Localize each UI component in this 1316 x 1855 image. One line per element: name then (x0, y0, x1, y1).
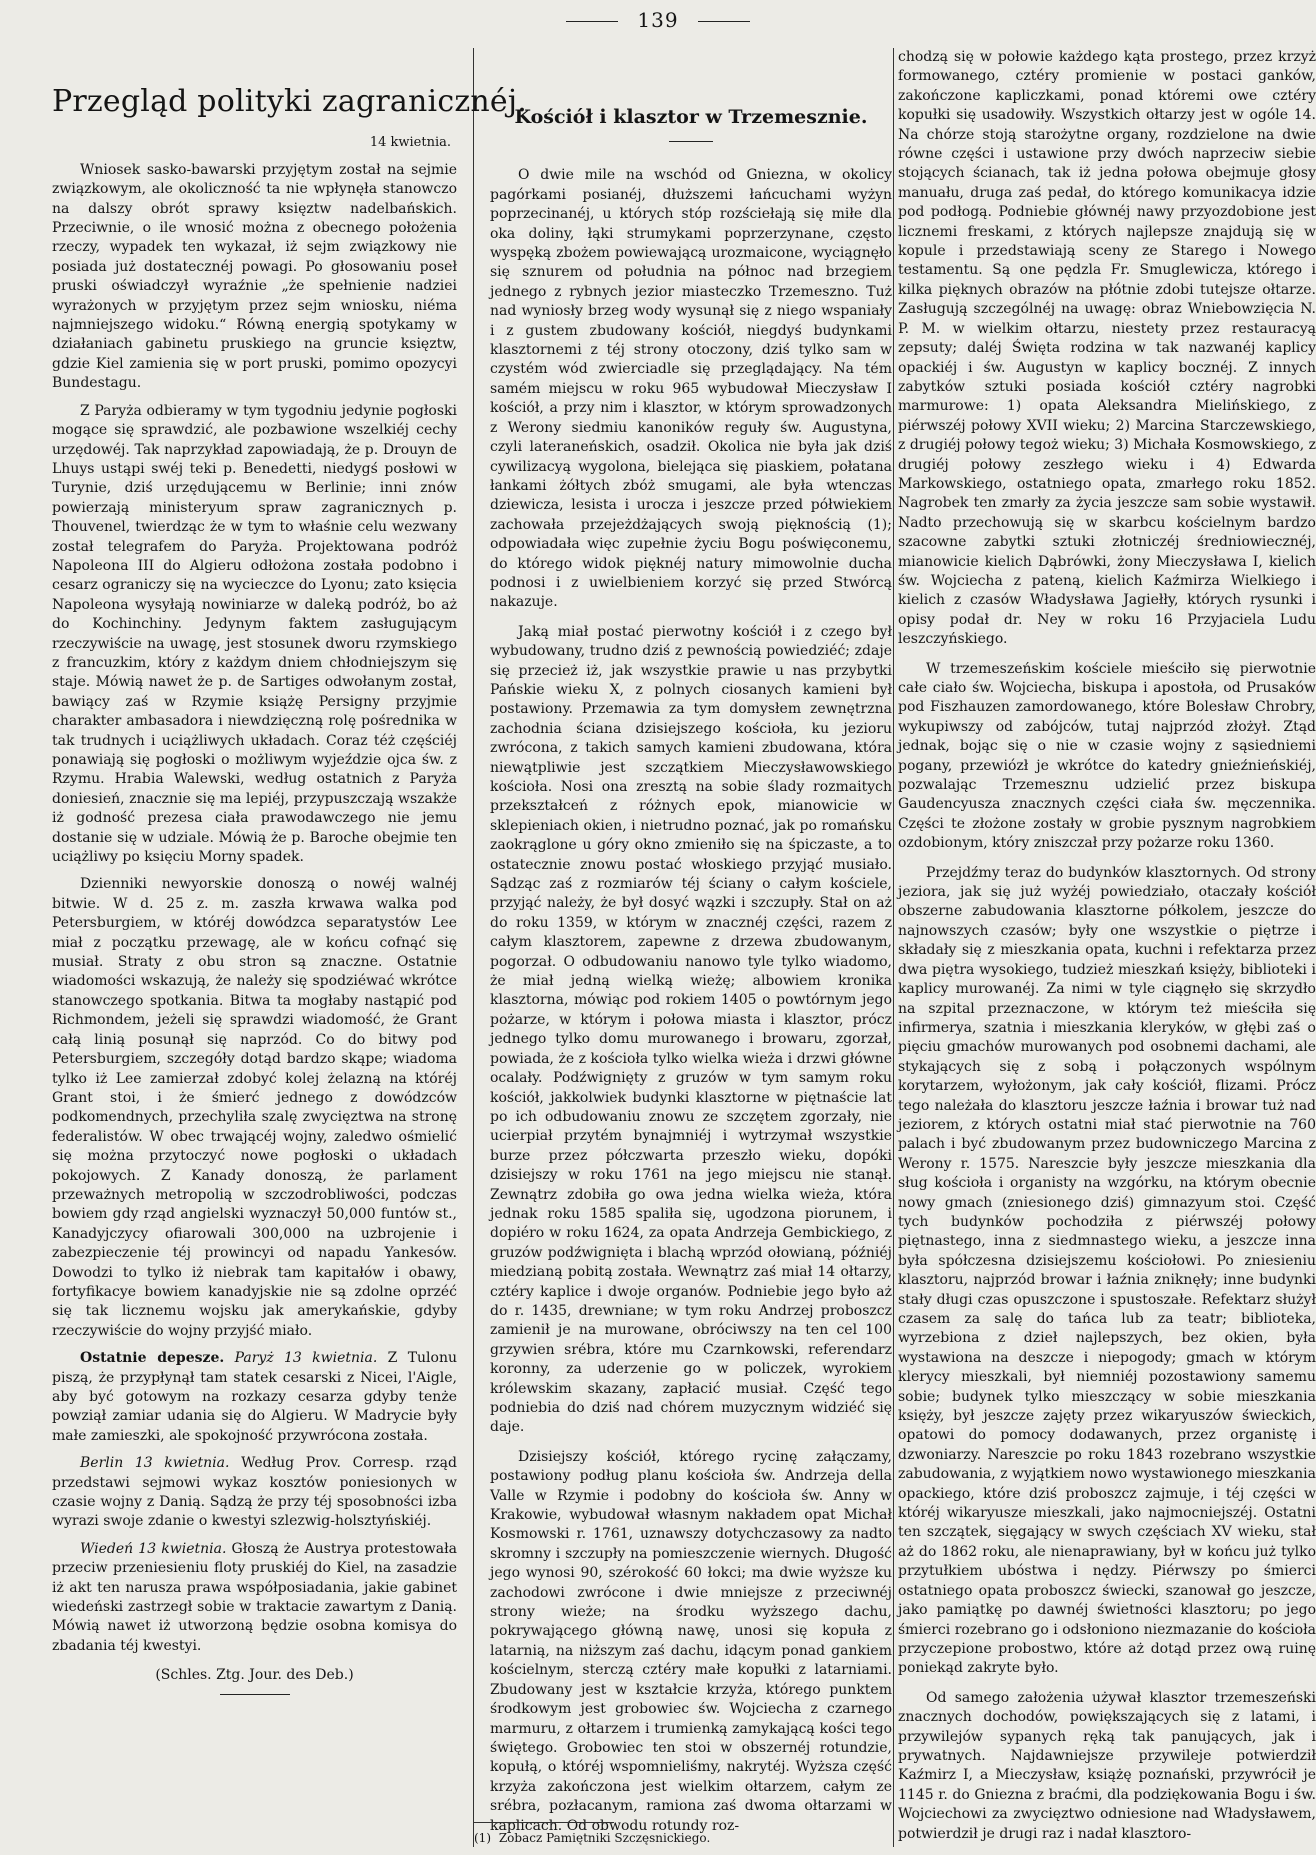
dispatch-place: Berlin 13 kwietnia. (80, 1455, 230, 1472)
footnote-rule (474, 1822, 614, 1823)
church-continued-paragraph: W trzemeszeńskim kościele mieściło się pierwotnie całe ciało św. Wojciecha, biskupa i apostoła, od Prusaków pod Fiszhauzen zamordowanego, które Bolesław Chrobry, wykupiwszy od zabójców, tutaj najprzód złożył. Ztąd jednak, bojąc się o nie w czasie wojny z sąsiedniemi pogany, przewiózł je wkrótce do katedry gnieźnieńskiéj, pozwalając Trzemesznu udzielić przez biskupa Gaudencyusza znacznych części ciała św. męczennika. Części te złożone zostały w grobie pysznym nagrobkiem ozdobionym, który zniszczał przy pożarze roku 1360. (898, 660, 1316, 852)
page-number-header (0, 8, 1316, 32)
dispatch-vienna (52, 1540, 457, 1656)
page-number-dash-right (698, 21, 750, 22)
title-rule (669, 141, 713, 142)
church-paragraph: Dzisiejszy kościół, którego rycinę załączamy, postawiony podług planu kościoła św. Andrzeja della Valle w Rzymie i podobny do kościoła św. Anny w Krakowie, wybudował własnym nakładem opat Michał Kosmowski r. 1761, uznawszy dotychczasowy za nadto skromny i szczupły na pomieszczenie wiernych. Długość jego wynosi 90, szérokość 60 łokci; ma dwie wyższe ku zachodowi zwrócone i dwie mniejsze z przeciwnéj strony wieże; na środku wyższego dachu, pokrywającego główną nawę, unosi się kopuła z latarnią, na niższym zaś dachu, idącym ponad gankiem kościelnym, sterczą cztéry małe kopułki z latarniami. Zbudowany jest w kształcie krzyża, którego punktem środkowym jest grobowiec św. Wojciecha z czarnego marmuru, z ołtarzem i trumienką zamykającą kości tego świętego. Grobowiec ten stoi w obszernéj rotundzie, kopułą, o któréj wspomnieliśmy, nakrytéj. Wyższa część krzyża zakończona jest wielkim ołtarzem, całym ze srébra, pozłacanym, ramiona zaś dwoma ołtarzami w kaplicach. Od obwodu rotundy roz- (490, 1448, 892, 1834)
church-continued-paragraph: chodzą się w połowie każdego kąta prostego, przez krzyż formowanego, cztéry promienie w postaci ganków, zakończone kapliczkami, ponad któremi owe cztéry kopułki się usadowiły. Wszystkich ołtarzy jest w ogóle 14. Na chórze stoją starożytne organy, rozdzielone na dwie równe części i ustawione przy dwóch naprzeciw siebie stojących ścianach, tak iż jedna połowa obejmuje głosy manuału, druga zaś pedał, do którego komunikacya idzie pod podłogą. Podniebie głównéj nawy przyozdobione jest licznemi freskami, z których najlepsze znajdują się w kopule i przedstawiają sceny ze Starego i Nowego testamentu. Są one pędzla Fr. Smuglewicza, którego i kilka pięknych obrazów na płótnie zdobi tutejsze ołtarze. Zasługują szczególnéj na uwagę: obraz Wniebowzięcia N. P. M. w wielkim ołtarzu, niestety przez restauracyą zepsuty; daléj Święta rodzina w tak nazwanéj kaplicy opackiéj i św. Augustyn w kaplicy bocznéj. Z innych zabytków sztuki posiada kościół cztéry nagrobki marmurowe: 1) opata Aleksandra Mielińskiego, z piérwszéj połowy XVII wieku; 2) Marcina Starczewskiego, z drugiéj połowy tegoż wieku; 3) Michała Kosmowskiego, z drugiéj połowy zeszłego wieku i 4) Edwarda Markowskiego, ostatniego opata, zmarłego roku 1852. Nagrobek ten zmarły za życia jeszcze sam sobie wystawił. Nadto przechowują się w skarbcu kościelnym bardzo szacowne zabytki sztuki złotniczéj średniowiecznéj, mianowicie kielich Dąbrówki, żony Mieczysława I, kielich św. Wojciecha z pateną, kielich Kaźmirza Wielkiego i kielich z czasów Władysława Jagiełły, których rysunki i opisy podał dr. Ney w roku 16 Przyjaciela Ludu leszczyńskiego. (898, 49, 1316, 648)
dispatch-berlin (52, 1454, 457, 1532)
dispatch-text: Według Prov. Corresp. rząd przedstawi sejmowi wykaz kosztów poniesionych w czasie wojny z Danią. Sądzą że przy téj sposobności izba wyrazi swoje zdanie o kwestyi szlezwig-holsztyńskiéj. (52, 1455, 457, 1530)
dispatch-place: Wiedeń 13 kwietnia. (80, 1540, 227, 1557)
column-divider-2 (893, 48, 894, 1847)
church-continued-paragraph: Od samego założenia używał klasztor trzemeszeński znacznych dochodów, powiększających się z latami, i przywilejów sypanych ręką tak panujących, jak i prywatnych. Najdawniejsze przywileje potwierdził Kaźmirz I, a Mieczysław, książę poznański, przywrócił je 1145 r. do Gniezna z braćmi, dla podziękowania Bogu i św. Wojciechowi za zwycięztwo odniesione nad Władysławem, potwierdził je drugi raz i nadał klasztoro- (898, 1689, 1316, 1842)
church-paragraph: Jaką miał postać pierwotny kościół i z czego był wybudowany, trudno dziś z pewnością powiedziéć; zdaje się przecież iż, jak wszystkie prawie u nas przybytki Pańskie wieku X, z polnych ciosanych kamieni był postawiony. Przemawia za tym domysłem zewnętrzna zachodnia ściana dzisiejszego kościoła, ku jezioru zwrócona, z takich samych kamieni zbudowana, która niewątpliwie jest szczątkiem Mieczysławowskiego kościoła. Nosi ona zresztą na sobie ślady rozmaitych przekształceń z różnych epok, mianowicie w sklepieniach okien, i nietrudno poznać, jak po romańsku zaokrąglone u góry okno zmieniło się na śpiczaste, a to ostatecznie znowu postać włoskiego przyjąć musiało. Sądząc zaś z rozmiarów téj ściany o całym kościele, przyjąć należy, że był dosyć wązki i szczupły. Stał on aż do roku 1359, w którym w znacznéj części, razem z całym klasztorem, zapewne z drzewa zbudowanym, pogorzał. O odbudowaniu nanowo tyle tylko wiadomo, że miał jedną wielką wieżę; albowiem kronika klasztorna, mówiąc pod rokiem 1405 o powtórnym jego pożarze, w którym i połowa miasta i klasztor, prócz jednego tylko domu murowanego i browaru, zgorzał, powiada, że z kościoła tylko wielka wieża i drzwi główne ocalały. Podźwignięty z gruzów w tym samym roku kościół, jakkolwiek budynki klasztorne w piętnaście lat po ich odbudowaniu znowu ze szczętem zgorzały, nie ucierpiał przytém bynajmniéj i wytrzymał wszystkie burze przez półczwarta przeszło wieku, dopóki dzisiejszy w roku 1761 na jego miejscu nie stanął. Zewnątrz zdobiła go owa jedna wielka wieża, która jednak roku 1585 spaliła się, ugodzona piorunem, i dopiéro w roku 1624, za opata Andrzeja Gembickiego, z gruzów podźwignięta i blachą wprzód ołowianą, późniéj miedzianą pobitą została. Wewnątrz zaś miał 14 ołtarzy, cztéry kaplice i dwoje organów. Podniebie jego było aż do r. 1435, drewniane; w tym roku Andrzej proboszcz zamienił je na murowane, obróciwszy na ten cel 100 grzywien srébra, które mu Czarnkowski, referendarz koronny, za uderzenie go w policzek, wyrokiem królewskim skazany, zapłacić musiał. Część tego podniebia do dziś nad chórem muzycznym widziéć się daje. (490, 623, 892, 1436)
end-rule (220, 1694, 290, 1695)
dispatch-place: Paryż 13 kwietnia. (234, 1350, 378, 1367)
foreign-politics-paragraph: Z Paryża odbieramy w tym tygodniu jedynie pogłoski mogące się sprawdzić, ale pozbawione wszelkiéj cechy urzędowéj. Tak naprzykład zapowiadają, że p. Drouyn de Lhuys ustąpi swéj teki p. Benedetti, niedygś posłowi w Turynie, dziś urzędującemu w Berlinie; inni znów powierzają ministeryum spraw zagranicznych p. Thouvenel, twierdząc że w tym to właśnie celu wezwany został telegrafem do Paryża. Projektowana podróż Napoleona III do Algieru odłożona została podobno i cesarz ograniczy się na wycieczce do Lyonu; zato księcia Napoleona wysyłają nowiniarze w daleką podróż, bo aż do Kochinchiny. Jedynym faktem zasługującym rzeczywiście na uwagę, jest stosunek dworu rzymskiego z francuzkim, który z każdym dniem chłodniejszym się staje. Mówią nawet że p. de Sartiges odwołanym został, bawiący zaś w Rzymie książę Persigny przyjmie charakter ambasadora i niewdzięczną rolę pośrednika w tak trudnych i uciążliwych układach. Coraz téż częściéj ponawiają się pogłoski o możliwym wyjeździe ojca św. z Rzymu. Hrabia Walewski, według ostatnich z Paryża doniesień, znacznie się ma lepiéj, przypuszczają wszakże iż godność prezesa ciała prawodawczego nie jemu dostanie się w udziale. Mówią że p. Baroche obejmie ten uciążliwy po księciu Morny spadek. (52, 402, 457, 866)
dispatch-paris (52, 1349, 457, 1446)
foreign-politics-paragraph: Wniosek sasko-bawarski przyjętym został na sejmie związkowym, ale okoliczność ta nie wpłynęła stanowczo na dalszy obrót sprawy księztw nadelbańskich. Przeciwnie, o ile wnosić można z obecnego położenia rzeczy, wypadek ten wykazał, iż sejm związkowy nie posiada już dostatecznéj powagi. Po głosowaniu poseł pruski oświadczył wyraźnie „że spełnienie nadziei wyrażonych w przyjętym przez sejm wniosku, niéma najmniejszego widoku.“ Równą energią spotykamy w działaniach gabinetu pruskiego na gruncie księztw, gdzie Kiel zamienia się w port pruski, pomimo opozycyi Bundestagu. (52, 161, 457, 392)
church-paragraph: O dwie mile na wschód od Gniezna, w okolicy pagórkami posianéj, dłuższemi łańcuchami wyżyn poprzecinanéj, u których stóp rozściełają się miłe dla oka doliny, łąki strumykami poprzerzynane, często wyspęką zbożem powiewającą urozmaicone, wyciągnęło się sznurem od południa na północ nad brzegiem jednego z rybnych jezior miasteczko Trzemeszno. Tuż nad wyniosły brzeg wody wysunął się z niego wspaniały i z gustem zbudowany kościół, niegdyś budynkami klasztornemi z téj strony otoczony, dziś tylko sam w czystém wód zwierciadle się przeglądający. Na tém samém miejscu w roku 965 wybudował Mieczysław I kościół, a przy nim i klasztor, w którym sprowadzonych z Werony siedmiu kanoników reguły św. Augustyna, czyli lateraneńskich, osadził. Okolica nie była jak dziś cywilizacyą wygolona, bielejąca się piaskiem, połatana łankami żółtych zbóż smugami, ale była wtenczas dziewicza, lesista i urocza i jeszcze przed półwiekiem zachowała przejeżdżających swoją pięknością (1); odpowiadała więc zupełnie życiu Bogu poświęconemu, do którego widok pięknéj natury mimowolnie ducha podnosi i z uwielbieniem korzyć się przed Stwórcą nakazuje. (490, 167, 892, 611)
church-continued-paragraph: Przejdźmy teraz do budynków klasztornych. Od strony jeziora, jak się już wyżéj powiedziało, otaczały kościół obszerne zabudowania klasztorne półkolem, jeszcze do najnowszych czasów; były one wszystkie o piętrze i składały się z mieszkania opata, kuchni i refektarza przez dwa piętra wysokiego, tudzież mieszkań księży, biblioteki i kaplicy murowanéj. Za nimi w tyle ciągnęło się skrzydło na szpital przeznaczone, w którym też mieściła się infirmerya, szatnia i mieszkania kleryków, w głębi zaś o pięciu gmachów murowanych pod osobnemi dachami, ale stykających się z sobą i połączonych wspólnym korytarzem, wyłożonym, jak cały kościół, flizami. Prócz tego należała do klasztoru jeszcze łaźnia i browar tuż nad jeziorem, z których ostatni miał stać pierwotnie na 760 palach i być zbudowanym przez budowniczego Marcina z Werony r. 1575. Nareszcie były jeszcze mieszkania dla sług kościoła i organisty na wzgórku, na którym obecnie nowy gmach (zniesionego dziś) gimnazyum stoi. Część tych budynków pochodziła z piérwszéj połowy piętnastego, inna z siedmnastego wieku, a jeszcze inna była spółczesna dzisiejszemu kościołowi. Po zniesieniu klasztoru, najprzód browar i łaźnia zniknęły; inne budynki stały długi czas opuszczone i spustoszałe. Refektarz służył czasem za salę do tańca lub za teatr; biblioteka, wyrzebiona z dzieł najlepszych, bez okien, była wystawiona na deszcze i niepogody; gmach w którym klerycy mieszkali, był niemniéj pozostawiony samemu sobie; budynek tylko mieszczący w sobie mieszkania księży, był jeszcze zajęty przez wikaryuszów świeckich, opatowi do pomocy dodawanych, przez organistę i dzwoniarzy. Nareszcie po roku 1843 rozebrano wszystkie zabudowania, z wyjątkiem nowo wystawionego mieszkania opackiego, które dziś proboszcz zajmuje, i téj części w któréj wikaryusze mieszkali, jako najmocniejszéj. Ostatni ten szczątek, sięgający w swych częściach XV wieku, stał aż do 1862 roku, ale nienaprawiany, był w końcu już tylko przytułkiem ubóstwa i nędzy. Piérwszy po śmierci ostatniego opata proboszcz świecki, szanował go jeszcze, jako pamiątkę po dawnéj świetności klasztoru; po jego śmierci rozebrano go i odsłoniono niezmazanie do kościoła przyczepione probostwo, które aż dotąd przez ową ruinę poniekąd zakryte było. (898, 864, 1316, 1677)
column-church-continued (898, 48, 1316, 1849)
column-divider-1 (473, 48, 474, 1847)
foreign-politics-date: 14 kwietnia. (369, 135, 451, 151)
footnote-text: Zobacz Pamiętniki Szczęsnickiego. (498, 1831, 711, 1845)
dispatch-lead: Ostatnie depesze. (80, 1350, 225, 1367)
page-number: 139 (637, 8, 679, 32)
footnote (470, 1822, 890, 1845)
source-attribution: (Schles. Ztg. Jour. des Deb.) (155, 1667, 354, 1684)
dispatch-text: Głoszą że Austrya protestowała przeciw przeniesieniu floty pruskiéj do Kiel, na zasadzie iż akt ten narusza prawa współposiadania, jakie gabinet wiedeński zastrzegł sobie w traktacie zawartym z Danią. Mówią nawet iż utworzoną będzie osobna komisya do zbadania téj kwestyi. (52, 1540, 458, 1654)
column-foreign-politics (52, 84, 528, 1849)
foreign-politics-title: Przegląd polityki zagranicznéj. (52, 84, 528, 119)
footnote-mark: (1) (474, 1831, 491, 1845)
foreign-politics-paragraph: Dzienniki newyorskie donoszą o nowéj walnéj bitwie. W d. 25 z. m. zaszła krwawa walka pod Petersburgiem, w któréj dowódzca separatystów Lee miał z początku przewagę, ale w końcu cofnąć się musiał. Straty z obu stron są znaczne. Ostatnie wiadomości wskazują, że należy się spodziéwać wkrótce stanowczego spotkania. Bitwa ta mogłaby nastąpić pod Richmondem, jeżeli się sprawdzi wiadomość, że Grant całą linią posunął się naprzód. Co do bitwy pod Petersburgiem, szczegóły dotąd bardzo skąpe; wiadoma tylko iż Lee zamierzał zdobyć kolej żelazną na któréj Grant stoi, i że śmierć jednego z dowódzców podkomendnych, przechyliła szalę zwycięztwa na stronę federalistów. W obec trwającéj wojny, zaledwo ośmielić się można przytoczyć nowe pogłoski o układach pokojowych. Z Kanady donoszą, że parlament przeważnych metropolią w szczodrobliwości, podczas bowiem gdy rząd angielski wyznaczył 50,000 funtów st., Kanadyjczycy ofiarowali 300,000 na uzbrojenie i zabezpieczenie téj prowincyi od napadu Yankesów. Dowodzi to tylko iż niebrak tam kapitałów i obawy, fortyfikacye bowiem kanadyjskie nie są zdolne oprzéć się tak licznemu wojsku jak amerykańskie, gdyby rzeczywiście do wojny przyjść miało. (52, 876, 457, 1339)
dispatch-text: Z Tulonu piszą, że przypłynął tam statek cesarski z Nicei, l'Aigle, aby być gotowym na rozkazy cesarza gdyby tenże powziął zamiar udania się do Algieru. W Madrycie były małe zamieszki, ale spokojność przywrócona została. (52, 1350, 457, 1444)
church-article-title: Kościół i klasztor w Trzemesznie. (514, 106, 868, 128)
column-church-article (490, 108, 892, 1849)
page-number-dash-left (566, 21, 618, 22)
